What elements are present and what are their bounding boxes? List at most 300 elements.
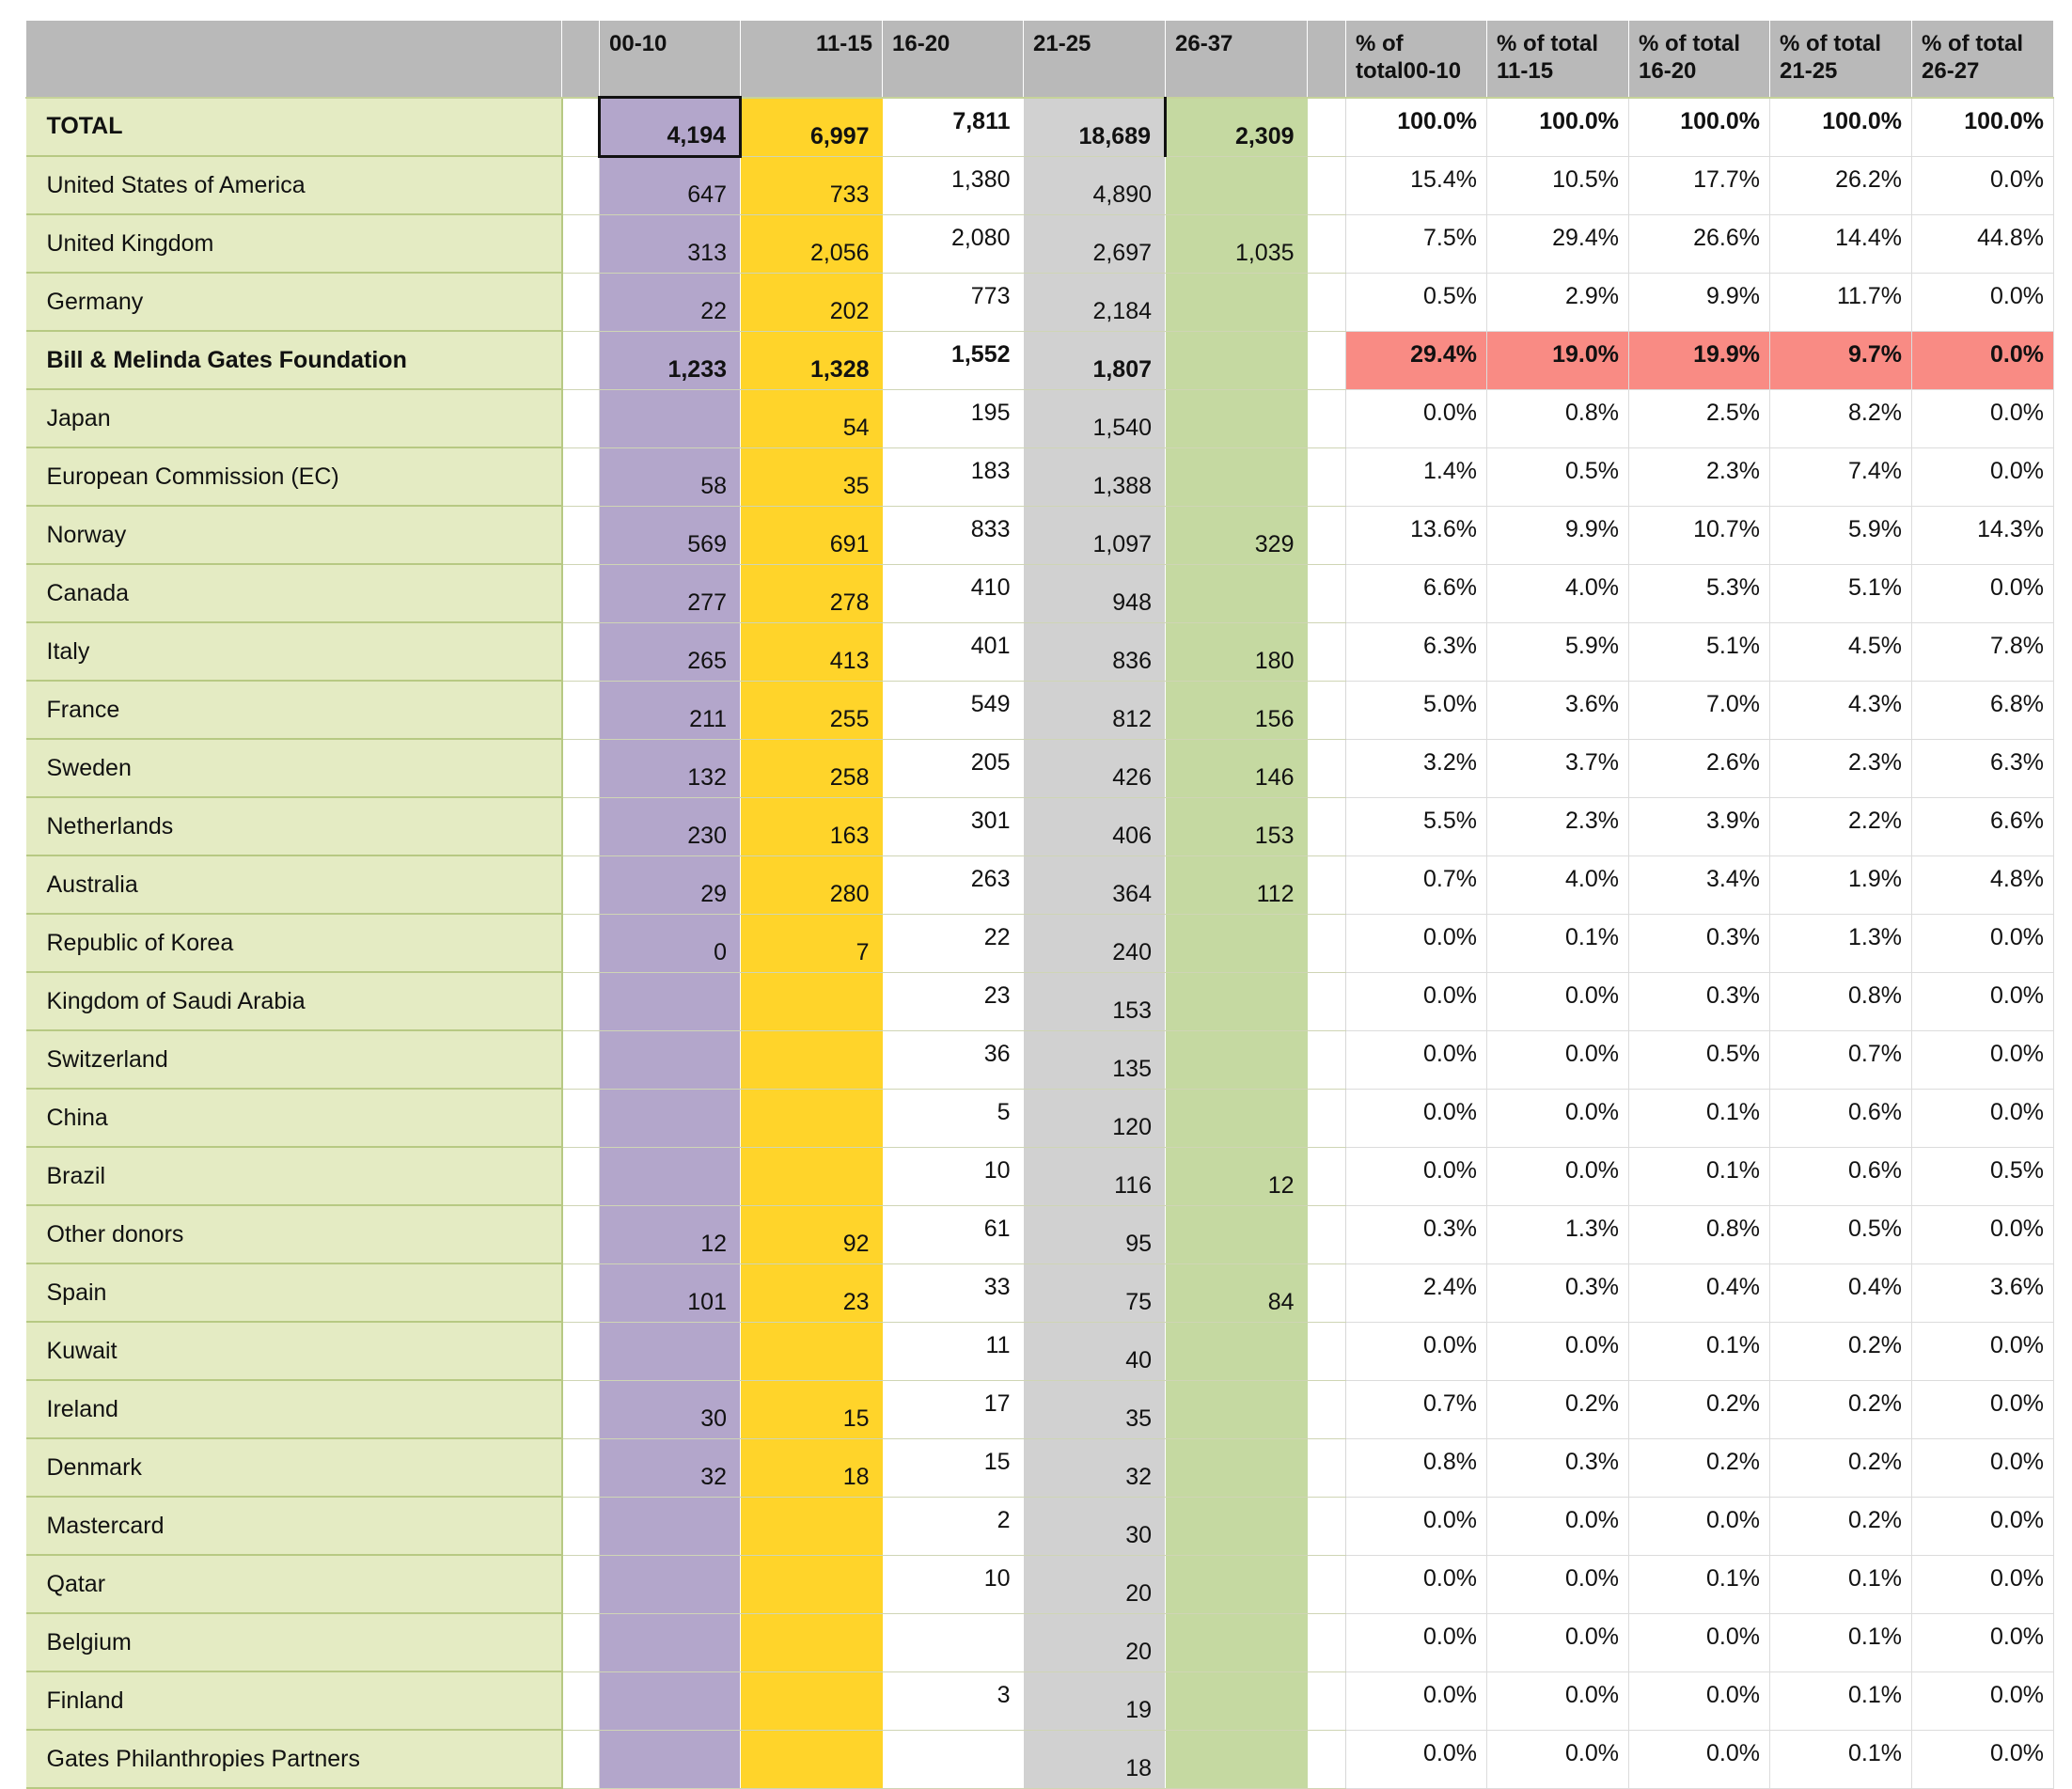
value-cell[interactable]	[741, 1671, 883, 1730]
empty-cell[interactable]	[562, 273, 600, 331]
percent-cell[interactable]: 0.0%	[1346, 1030, 1487, 1089]
row-label-cell[interactable]: Ireland	[26, 1380, 562, 1438]
value-cell[interactable]	[1166, 1030, 1308, 1089]
percent-cell[interactable]: 0.0%	[1912, 1030, 2054, 1089]
value-cell[interactable]: 33	[883, 1263, 1024, 1322]
value-cell[interactable]	[1166, 1730, 1308, 1788]
empty-cell[interactable]	[1308, 622, 1346, 681]
empty-cell[interactable]	[1308, 1263, 1346, 1322]
percent-cell[interactable]: 0.0%	[1912, 564, 2054, 622]
empty-cell[interactable]	[562, 739, 600, 797]
percent-cell[interactable]: 2.5%	[1629, 389, 1770, 447]
value-cell[interactable]: 195	[883, 389, 1024, 447]
value-cell[interactable]: 17	[883, 1380, 1024, 1438]
value-cell[interactable]: 58	[600, 447, 741, 506]
percent-cell[interactable]: 0.8%	[1487, 389, 1629, 447]
row-label-cell[interactable]: Netherlands	[26, 797, 562, 855]
value-cell[interactable]	[1166, 1322, 1308, 1380]
value-cell[interactable]	[1166, 914, 1308, 972]
value-cell[interactable]	[741, 1089, 883, 1147]
value-cell[interactable]: 61	[883, 1205, 1024, 1263]
value-cell[interactable]	[600, 1671, 741, 1730]
percent-cell[interactable]: 0.3%	[1487, 1263, 1629, 1322]
value-cell[interactable]	[1166, 389, 1308, 447]
value-cell[interactable]: 413	[741, 622, 883, 681]
percent-cell[interactable]: 14.4%	[1770, 214, 1912, 273]
row-label-cell[interactable]: Sweden	[26, 739, 562, 797]
empty-cell[interactable]	[1308, 1380, 1346, 1438]
empty-cell[interactable]	[562, 855, 600, 914]
value-cell[interactable]	[600, 1030, 741, 1089]
value-cell[interactable]: 5	[883, 1089, 1024, 1147]
value-cell[interactable]	[741, 1613, 883, 1671]
empty-cell[interactable]	[562, 972, 600, 1030]
value-cell[interactable]: 35	[1024, 1380, 1166, 1438]
percent-cell[interactable]: 0.5%	[1770, 1205, 1912, 1263]
row-label-cell[interactable]: Germany	[26, 273, 562, 331]
value-cell[interactable]: 240	[1024, 914, 1166, 972]
value-cell[interactable]	[1166, 273, 1308, 331]
value-cell[interactable]: 19	[1024, 1671, 1166, 1730]
header-16-20[interactable]: 16-20	[883, 21, 1024, 98]
value-cell[interactable]: 7,811	[883, 98, 1024, 157]
percent-cell[interactable]: 0.2%	[1629, 1380, 1770, 1438]
empty-cell[interactable]	[562, 1147, 600, 1205]
row-label-cell[interactable]: Mastercard	[26, 1497, 562, 1555]
percent-cell[interactable]: 0.0%	[1487, 1322, 1629, 1380]
value-cell[interactable]	[600, 389, 741, 447]
percent-cell[interactable]: 26.2%	[1770, 156, 1912, 214]
percent-cell[interactable]: 0.5%	[1487, 447, 1629, 506]
header-00-10[interactable]: 00-10	[600, 21, 741, 98]
empty-cell[interactable]	[562, 389, 600, 447]
row-label-cell[interactable]: Norway	[26, 506, 562, 564]
percent-cell[interactable]: 6.3%	[1346, 622, 1487, 681]
percent-cell[interactable]: 100.0%	[1770, 98, 1912, 157]
empty-cell[interactable]	[562, 331, 600, 389]
percent-cell[interactable]: 0.0%	[1912, 914, 2054, 972]
empty-cell[interactable]	[1308, 273, 1346, 331]
row-label-cell[interactable]: Spain	[26, 1263, 562, 1322]
value-cell[interactable]: 163	[741, 797, 883, 855]
value-cell[interactable]: 202	[741, 273, 883, 331]
empty-cell[interactable]	[1308, 1613, 1346, 1671]
empty-cell[interactable]	[562, 1555, 600, 1613]
value-cell[interactable]: 406	[1024, 797, 1166, 855]
percent-cell[interactable]: 14.3%	[1912, 506, 2054, 564]
value-cell[interactable]: 116	[1024, 1147, 1166, 1205]
value-cell[interactable]	[600, 972, 741, 1030]
header-name-cell[interactable]	[26, 21, 562, 98]
empty-cell[interactable]	[1308, 1089, 1346, 1147]
value-cell[interactable]: 313	[600, 214, 741, 273]
value-cell[interactable]: 40	[1024, 1322, 1166, 1380]
value-cell[interactable]: 4,890	[1024, 156, 1166, 214]
value-cell[interactable]: 280	[741, 855, 883, 914]
percent-cell[interactable]: 100.0%	[1346, 98, 1487, 157]
value-cell[interactable]: 23	[883, 972, 1024, 1030]
percent-cell[interactable]: 6.6%	[1346, 564, 1487, 622]
value-cell[interactable]: 32	[600, 1438, 741, 1497]
value-cell[interactable]: 1,035	[1166, 214, 1308, 273]
percent-cell[interactable]: 0.1%	[1629, 1147, 1770, 1205]
value-cell[interactable]: 101	[600, 1263, 741, 1322]
empty-cell[interactable]	[1308, 389, 1346, 447]
value-cell[interactable]: 948	[1024, 564, 1166, 622]
percent-cell[interactable]: 2.6%	[1629, 739, 1770, 797]
percent-cell[interactable]: 0.0%	[1346, 1555, 1487, 1613]
value-cell[interactable]: 11	[883, 1322, 1024, 1380]
header-pct-26-27[interactable]: % of total 26-27	[1912, 21, 2054, 98]
value-cell[interactable]: 263	[883, 855, 1024, 914]
empty-cell[interactable]	[562, 1263, 600, 1322]
empty-cell[interactable]	[562, 1205, 600, 1263]
value-cell[interactable]: 75	[1024, 1263, 1166, 1322]
percent-cell[interactable]: 0.7%	[1346, 855, 1487, 914]
value-cell[interactable]: 2	[883, 1497, 1024, 1555]
percent-cell[interactable]: 4.0%	[1487, 855, 1629, 914]
row-label-cell[interactable]: Japan	[26, 389, 562, 447]
percent-cell[interactable]: 0.2%	[1629, 1438, 1770, 1497]
row-label-cell[interactable]: Australia	[26, 855, 562, 914]
value-cell[interactable]	[600, 1613, 741, 1671]
percent-cell[interactable]: 0.8%	[1346, 1438, 1487, 1497]
value-cell[interactable]: 20	[1024, 1613, 1166, 1671]
value-cell[interactable]: 23	[741, 1263, 883, 1322]
percent-cell[interactable]: 0.0%	[1487, 1497, 1629, 1555]
empty-cell[interactable]	[1308, 972, 1346, 1030]
value-cell[interactable]: 211	[600, 681, 741, 739]
percent-cell[interactable]: 0.2%	[1770, 1497, 1912, 1555]
row-label-cell[interactable]: China	[26, 1089, 562, 1147]
percent-cell[interactable]: 2.4%	[1346, 1263, 1487, 1322]
value-cell[interactable]: 1,388	[1024, 447, 1166, 506]
percent-cell[interactable]: 0.0%	[1487, 1613, 1629, 1671]
percent-cell[interactable]: 0.4%	[1770, 1263, 1912, 1322]
row-label-cell[interactable]: Bill & Melinda Gates Foundation	[26, 331, 562, 389]
percent-cell[interactable]: 15.4%	[1346, 156, 1487, 214]
value-cell[interactable]	[600, 1555, 741, 1613]
empty-cell[interactable]	[562, 156, 600, 214]
value-cell[interactable]: 20	[1024, 1555, 1166, 1613]
value-cell[interactable]	[883, 1613, 1024, 1671]
percent-cell[interactable]: 10.5%	[1487, 156, 1629, 214]
value-cell[interactable]: 135	[1024, 1030, 1166, 1089]
percent-cell[interactable]: 29.4%	[1346, 331, 1487, 389]
value-cell[interactable]: 30	[600, 1380, 741, 1438]
percent-cell[interactable]: 0.0%	[1912, 972, 2054, 1030]
empty-cell[interactable]	[1308, 1555, 1346, 1613]
percent-cell[interactable]: 0.3%	[1629, 914, 1770, 972]
value-cell[interactable]: 230	[600, 797, 741, 855]
empty-cell[interactable]	[1308, 214, 1346, 273]
value-cell[interactable]: 112	[1166, 855, 1308, 914]
percent-cell[interactable]: 29.4%	[1487, 214, 1629, 273]
empty-cell[interactable]	[1308, 681, 1346, 739]
percent-cell[interactable]: 7.8%	[1912, 622, 2054, 681]
percent-cell[interactable]: 0.7%	[1770, 1030, 1912, 1089]
value-cell[interactable]	[600, 1147, 741, 1205]
percent-cell[interactable]: 0.3%	[1346, 1205, 1487, 1263]
percent-cell[interactable]: 19.0%	[1487, 331, 1629, 389]
percent-cell[interactable]: 0.0%	[1346, 914, 1487, 972]
value-cell[interactable]: 1,807	[1024, 331, 1166, 389]
percent-cell[interactable]: 0.0%	[1346, 1671, 1487, 1730]
value-cell[interactable]: 410	[883, 564, 1024, 622]
empty-cell[interactable]	[1308, 98, 1346, 157]
empty-cell[interactable]	[1308, 855, 1346, 914]
value-cell[interactable]: 18,689	[1024, 98, 1166, 157]
percent-cell[interactable]: 0.0%	[1487, 972, 1629, 1030]
percent-cell[interactable]: 5.9%	[1487, 622, 1629, 681]
percent-cell[interactable]: 8.2%	[1770, 389, 1912, 447]
value-cell[interactable]: 35	[741, 447, 883, 506]
header-pct-00-10[interactable]: % of total00-10	[1346, 21, 1487, 98]
value-cell[interactable]: 7	[741, 914, 883, 972]
value-cell[interactable]: 12	[1166, 1147, 1308, 1205]
percent-cell[interactable]: 13.6%	[1346, 506, 1487, 564]
percent-cell[interactable]: 0.1%	[1487, 914, 1629, 972]
header-11-15[interactable]: 11-15	[741, 21, 883, 98]
value-cell[interactable]: 36	[883, 1030, 1024, 1089]
percent-cell[interactable]: 5.9%	[1770, 506, 1912, 564]
percent-cell[interactable]: 0.0%	[1346, 1730, 1487, 1788]
value-cell[interactable]: 1,552	[883, 331, 1024, 389]
value-cell[interactable]: 277	[600, 564, 741, 622]
row-label-cell[interactable]: Republic of Korea	[26, 914, 562, 972]
percent-cell[interactable]: 0.0%	[1487, 1030, 1629, 1089]
value-cell[interactable]: 15	[883, 1438, 1024, 1497]
percent-cell[interactable]: 0.2%	[1770, 1438, 1912, 1497]
empty-cell[interactable]	[1308, 797, 1346, 855]
row-label-cell[interactable]: United States of America	[26, 156, 562, 214]
percent-cell[interactable]: 4.5%	[1770, 622, 1912, 681]
empty-cell[interactable]	[562, 914, 600, 972]
value-cell[interactable]: 2,697	[1024, 214, 1166, 273]
empty-cell[interactable]	[562, 447, 600, 506]
empty-cell[interactable]	[562, 1030, 600, 1089]
row-label-cell[interactable]: Kuwait	[26, 1322, 562, 1380]
percent-cell[interactable]: 0.0%	[1912, 447, 2054, 506]
value-cell[interactable]: 833	[883, 506, 1024, 564]
header-26-37[interactable]: 26-37	[1166, 21, 1308, 98]
percent-cell[interactable]: 100.0%	[1912, 98, 2054, 157]
value-cell[interactable]: 156	[1166, 681, 1308, 739]
empty-cell[interactable]	[1308, 1438, 1346, 1497]
percent-cell[interactable]: 0.0%	[1912, 1380, 2054, 1438]
value-cell[interactable]: 183	[883, 447, 1024, 506]
value-cell[interactable]	[741, 1322, 883, 1380]
percent-cell[interactable]: 3.6%	[1912, 1263, 2054, 1322]
header-gap-cell[interactable]	[562, 21, 600, 98]
percent-cell[interactable]: 0.0%	[1912, 1205, 2054, 1263]
row-label-cell[interactable]: Denmark	[26, 1438, 562, 1497]
percent-cell[interactable]: 100.0%	[1487, 98, 1629, 157]
percent-cell[interactable]: 0.1%	[1770, 1730, 1912, 1788]
percent-cell[interactable]: 0.0%	[1912, 156, 2054, 214]
empty-cell[interactable]	[562, 506, 600, 564]
value-cell[interactable]	[1166, 1555, 1308, 1613]
value-cell[interactable]: 153	[1024, 972, 1166, 1030]
value-cell[interactable]: 10	[883, 1147, 1024, 1205]
row-label-cell[interactable]: France	[26, 681, 562, 739]
empty-cell[interactable]	[1308, 1322, 1346, 1380]
empty-cell[interactable]	[1308, 1730, 1346, 1788]
value-cell[interactable]	[600, 1497, 741, 1555]
percent-cell[interactable]: 0.8%	[1629, 1205, 1770, 1263]
percent-cell[interactable]: 0.0%	[1629, 1671, 1770, 1730]
value-cell[interactable]: 401	[883, 622, 1024, 681]
percent-cell[interactable]: 0.1%	[1629, 1555, 1770, 1613]
empty-cell[interactable]	[1308, 1147, 1346, 1205]
value-cell[interactable]: 2,184	[1024, 273, 1166, 331]
value-cell[interactable]	[741, 1555, 883, 1613]
percent-cell[interactable]: 0.0%	[1346, 389, 1487, 447]
percent-cell[interactable]: 5.3%	[1629, 564, 1770, 622]
header-21-25[interactable]: 21-25	[1024, 21, 1166, 98]
empty-cell[interactable]	[562, 564, 600, 622]
empty-cell[interactable]	[562, 681, 600, 739]
value-cell[interactable]: 32	[1024, 1438, 1166, 1497]
percent-cell[interactable]: 4.0%	[1487, 564, 1629, 622]
percent-cell[interactable]: 17.7%	[1629, 156, 1770, 214]
empty-cell[interactable]	[562, 98, 600, 157]
percent-cell[interactable]: 0.0%	[1346, 1497, 1487, 1555]
value-cell[interactable]	[600, 1730, 741, 1788]
percent-cell[interactable]: 26.6%	[1629, 214, 1770, 273]
value-cell[interactable]: 265	[600, 622, 741, 681]
empty-cell[interactable]	[562, 214, 600, 273]
row-label-cell[interactable]: United Kingdom	[26, 214, 562, 273]
percent-cell[interactable]: 9.9%	[1487, 506, 1629, 564]
value-cell[interactable]: 364	[1024, 855, 1166, 914]
percent-cell[interactable]: 0.2%	[1770, 1380, 1912, 1438]
percent-cell[interactable]: 0.1%	[1629, 1089, 1770, 1147]
percent-cell[interactable]: 0.0%	[1912, 1322, 2054, 1380]
empty-cell[interactable]	[1308, 447, 1346, 506]
value-cell[interactable]: 153	[1166, 797, 1308, 855]
empty-cell[interactable]	[1308, 506, 1346, 564]
value-cell[interactable]: 146	[1166, 739, 1308, 797]
value-cell[interactable]	[741, 1030, 883, 1089]
empty-cell[interactable]	[1308, 914, 1346, 972]
value-cell[interactable]: 569	[600, 506, 741, 564]
empty-cell[interactable]	[562, 1497, 600, 1555]
percent-cell[interactable]: 6.6%	[1912, 797, 2054, 855]
value-cell[interactable]: 95	[1024, 1205, 1166, 1263]
percent-cell[interactable]: 2.2%	[1770, 797, 1912, 855]
empty-cell[interactable]	[562, 1730, 600, 1788]
value-cell[interactable]	[1166, 972, 1308, 1030]
value-cell[interactable]: 15	[741, 1380, 883, 1438]
percent-cell[interactable]: 1.9%	[1770, 855, 1912, 914]
value-cell[interactable]: 2,080	[883, 214, 1024, 273]
percent-cell[interactable]: 9.7%	[1770, 331, 1912, 389]
empty-cell[interactable]	[1308, 156, 1346, 214]
percent-cell[interactable]: 2.3%	[1770, 739, 1912, 797]
value-cell[interactable]: 1,380	[883, 156, 1024, 214]
row-label-cell[interactable]: Italy	[26, 622, 562, 681]
percent-cell[interactable]: 1.4%	[1346, 447, 1487, 506]
value-cell[interactable]	[1166, 156, 1308, 214]
empty-cell[interactable]	[562, 1613, 600, 1671]
empty-cell[interactable]	[562, 797, 600, 855]
row-label-cell[interactable]: Other donors	[26, 1205, 562, 1263]
row-label-cell[interactable]: Kingdom of Saudi Arabia	[26, 972, 562, 1030]
percent-cell[interactable]: 0.2%	[1770, 1322, 1912, 1380]
value-cell[interactable]: 132	[600, 739, 741, 797]
header-gap-cell-2[interactable]	[1308, 21, 1346, 98]
percent-cell[interactable]: 0.0%	[1629, 1730, 1770, 1788]
value-cell[interactable]: 3	[883, 1671, 1024, 1730]
row-label-cell[interactable]: Finland	[26, 1671, 562, 1730]
value-cell[interactable]: 258	[741, 739, 883, 797]
value-cell[interactable]	[1166, 1671, 1308, 1730]
percent-cell[interactable]: 0.0%	[1912, 1497, 2054, 1555]
value-cell[interactable]: 120	[1024, 1089, 1166, 1147]
value-cell[interactable]: 647	[600, 156, 741, 214]
value-cell[interactable]	[741, 1497, 883, 1555]
empty-cell[interactable]	[562, 622, 600, 681]
percent-cell[interactable]: 9.9%	[1629, 273, 1770, 331]
value-cell[interactable]: 836	[1024, 622, 1166, 681]
percent-cell[interactable]: 0.0%	[1912, 1438, 2054, 1497]
value-cell[interactable]: 1,540	[1024, 389, 1166, 447]
empty-cell[interactable]	[562, 1322, 600, 1380]
percent-cell[interactable]: 0.6%	[1770, 1089, 1912, 1147]
percent-cell[interactable]: 0.0%	[1346, 972, 1487, 1030]
percent-cell[interactable]: 7.5%	[1346, 214, 1487, 273]
value-cell[interactable]: 29	[600, 855, 741, 914]
row-label-cell[interactable]: Qatar	[26, 1555, 562, 1613]
percent-cell[interactable]: 0.0%	[1487, 1671, 1629, 1730]
percent-cell[interactable]: 3.7%	[1487, 739, 1629, 797]
value-cell[interactable]	[1166, 1205, 1308, 1263]
percent-cell[interactable]: 1.3%	[1770, 914, 1912, 972]
percent-cell[interactable]: 0.5%	[1346, 273, 1487, 331]
percent-cell[interactable]: 2.3%	[1629, 447, 1770, 506]
percent-cell[interactable]: 0.0%	[1912, 331, 2054, 389]
percent-cell[interactable]: 44.8%	[1912, 214, 2054, 273]
percent-cell[interactable]: 0.1%	[1629, 1322, 1770, 1380]
empty-cell[interactable]	[562, 1671, 600, 1730]
value-cell[interactable]: 30	[1024, 1497, 1166, 1555]
value-cell[interactable]: 1,097	[1024, 506, 1166, 564]
percent-cell[interactable]: 6.3%	[1912, 739, 2054, 797]
percent-cell[interactable]: 5.1%	[1629, 622, 1770, 681]
header-pct-11-15[interactable]: % of total 11-15	[1487, 21, 1629, 98]
row-label-cell[interactable]: European Commission (EC)	[26, 447, 562, 506]
percent-cell[interactable]: 0.1%	[1770, 1613, 1912, 1671]
percent-cell[interactable]: 2.3%	[1487, 797, 1629, 855]
value-cell[interactable]: 255	[741, 681, 883, 739]
empty-cell[interactable]	[562, 1438, 600, 1497]
row-label-cell[interactable]: Gates Philanthropies Partners	[26, 1730, 562, 1788]
percent-cell[interactable]: 0.5%	[1912, 1147, 2054, 1205]
percent-cell[interactable]: 3.9%	[1629, 797, 1770, 855]
value-cell[interactable]: 329	[1166, 506, 1308, 564]
percent-cell[interactable]: 0.6%	[1770, 1147, 1912, 1205]
value-cell[interactable]	[1166, 564, 1308, 622]
value-cell[interactable]: 205	[883, 739, 1024, 797]
value-cell[interactable]	[600, 1089, 741, 1147]
percent-cell[interactable]: 6.8%	[1912, 681, 2054, 739]
value-cell[interactable]: 22	[883, 914, 1024, 972]
empty-cell[interactable]	[562, 1380, 600, 1438]
percent-cell[interactable]: 1.3%	[1487, 1205, 1629, 1263]
percent-cell[interactable]: 5.0%	[1346, 681, 1487, 739]
percent-cell[interactable]: 19.9%	[1629, 331, 1770, 389]
